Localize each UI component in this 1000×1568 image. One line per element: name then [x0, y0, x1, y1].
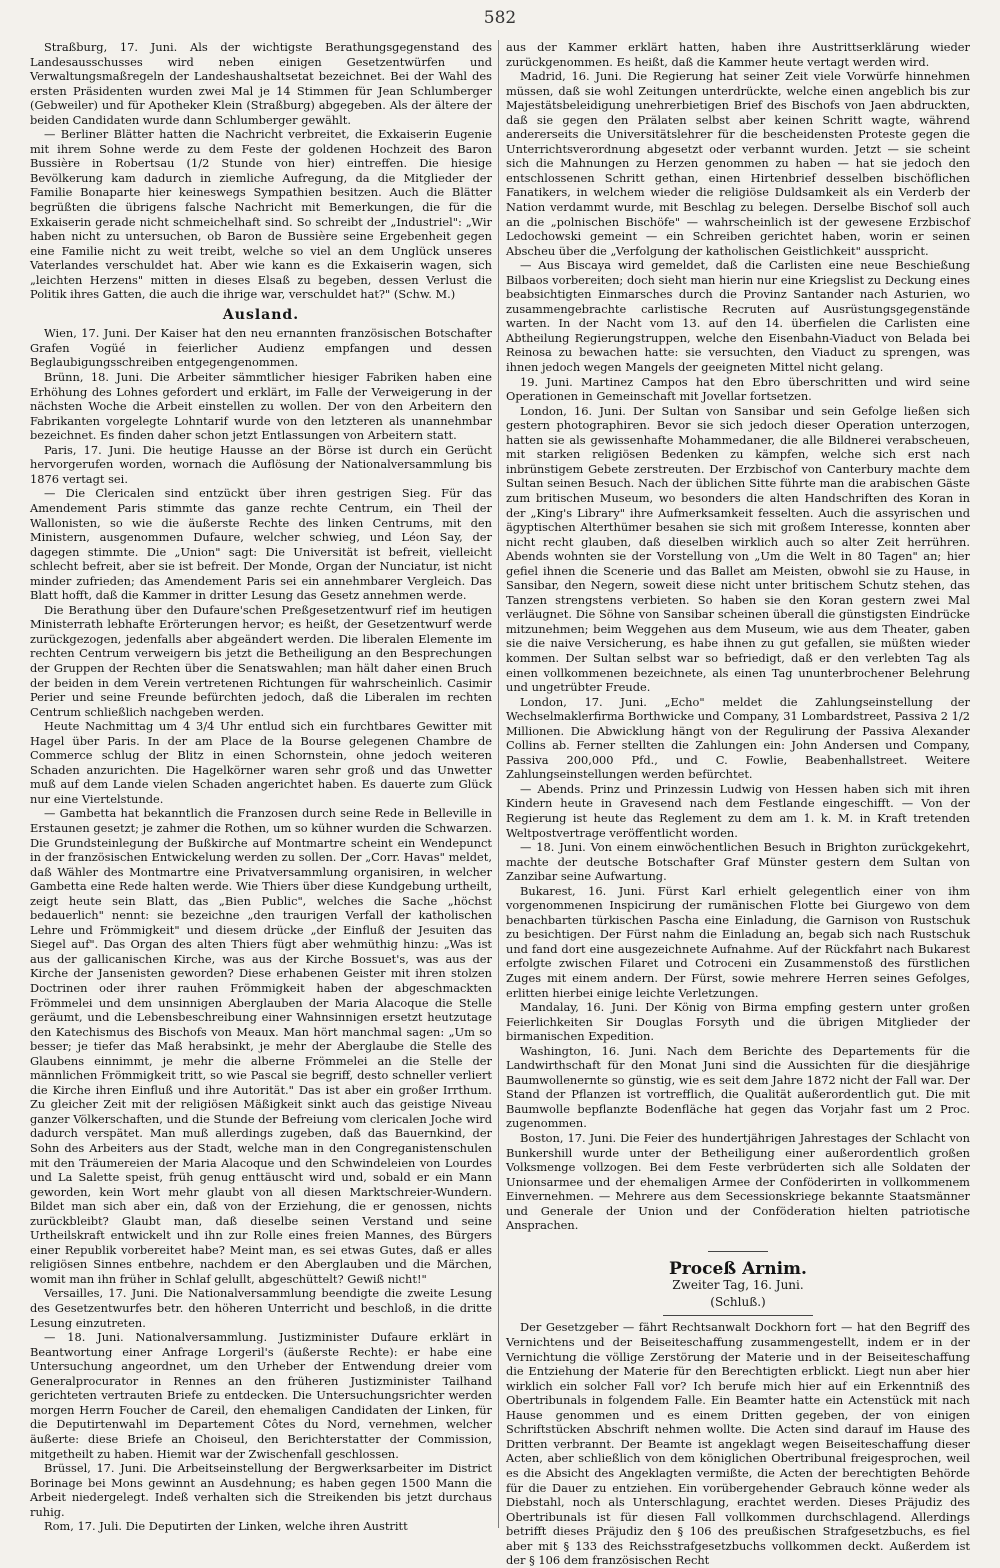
- article-paragraph: 19. Juni. Martinez Campos hat den Ebro überschritten und wird seine Operationen in Gemeinschaft mit Jovellar fortsetzen.: [506, 374, 970, 404]
- article-paragraph: Rom, 17. Juli. Die Deputirten der Linken, welche ihren Austritt: [44, 1519, 408, 1534]
- article-paragraph: Der Gesetzgeber — fährt Rechtsanwalt Dockhorn fort — hat den Begriff des Vernichtens und der Beiseiteschaffung zusammengestellt, indem er in der Vernichtung die völlige Zerstörung der Materie und in der Beiseiteschaffung die Entziehung der Materie für den Berechtigten erblickt. Liegt nun aber hier wirklich ein solcher Fall vor? Ich berufe mich hier auf ein Erkenntniß des Obertribunals in folgendem Falle. Ein Beamter hatte ein Actenstück mit nach Hause genommen und es einem Dritten gegeben, der von einigen Schriftstücken Abschrift nehmen wollte. Die Acten sind darauf im Hause des Dritten verbrannt. Der Beamte ist angeklagt wegen Beiseiteschaffung dieser Acten, aber schließlich von dem königlichen Obertribunal freigesprochen, weil es die Absicht des Angeklagten vermißte, die Acten der berechtigten Behörde für die Dauer zu entziehen. Ein vorübergehender Gebrauch könne weder als Diebstahl, noch als Unterschlagung, erachtet werden. Dieses Präjudiz des Obertribunals ist für diesen Fall vollkommen durchschlagend. Allerdings betrifft dieses Präjudiz den § 106 des preußischen Strafgesetzbuchs, es fiel aber mit § 133 des Reichsstrafgesetzbuchs vollkommen deckt. Außerdem ist der § 106 dem französischen Recht: [506, 1320, 970, 1568]
- article-title: Proceß Arnim.: [669, 1258, 807, 1279]
- page-number: 582: [483, 8, 517, 28]
- article-paragraph: Die Berathung über den Dufaure'schen Preßgesetzentwurf rief im heutigen Ministerrath lebhafte Erörterungen hervor; es heißt, der Gesetzentwurf werde zurückgezogen, jedenfalls aber abgeändert werden. Die liberalen Elemente im rechten Centrum verweigern bis jetzt die Betheiligung an den Besprechungen der Gruppen der Rechten über die Senatswahlen; man hält daher einen Bruch der beiden in dem Verein vertretenen Richtungen für wahrscheinlich. Casimir Perier und seine Freunde befürchten jedoch, daß die Liberalen im rechten Centrum schließlich nachgeben werden.: [30, 602, 492, 719]
- article-paragraph: London, 16. Juni. Der Sultan von Sansibar und sein Gefolge ließen sich gestern photographiren. Bevor sie sich jedoch dieser Operation unterzogen, hatten sie als gewissenhafte Mohammedaner, die alle Bildnerei verabscheuen, mit starken religiösen Bedenken zu kämpfen, welche sich erst nach inbrünstigem Gebete zerstreuten. Der Erzbischof von Canterbury machte dem Sultan seinen Besuch. Nach der üblichen Sitte führte man die arabischen Gäste zum britischen Museum, wo besonders die alten Handschriften des Koran in der „King's Library" ihre Aufmerksamkeit fesselten. Auch die assyrischen und ägyptischen Alterthümer besahen sie sich mit großem Interesse, konnten aber nicht recht glauben, daß dieselben wirklich auch so alter Zeit herrühren. Abends wohnten sie der Vorstellung von „Um die Welt in 80 Tagen" an; hier gefiel ihnen die Scenerie und das Ballet am Meisten, obwohl sie zu Hause, in Sansibar, den Negern, soweit diese nicht unter britischem Schutz stehen, das Tanzen strengstens verbieten. So haben sie den Koran gestern zwei Mal verläugnet. Die Söhne von Sansibar scheinen überall die günstigsten Eindrücke mitzunehmen; beim Weggehen aus dem Museum, wie aus dem Theater, gaben sie die naive Versicherung, es habe ihnen zu gut gefallen, sie müßten wieder kommen. Der Sultan selbst war so befriedigt, daß er den verlebten Tag als einen vollkommenen bezeichnete, als einen Tag ununterbrochener Belehrung und ungetrübter Freude.: [506, 403, 970, 695]
- article-paragraph: — Abends. Prinz und Prinzessin Ludwig von Hessen haben sich mit ihren Kindern heute in Gravesend nach dem Festlande eingeschifft. — Von der Regierung ist heute das Reglement zu dem am 1. k. M. in Kraft tretenden Weltpostvertrage veröffentlicht worden.: [506, 781, 970, 840]
- article-paragraph: — Aus Biscaya wird gemeldet, daß die Carlisten eine neue Beschießung Bilbaos vorbereiten; doch sieht man hierin nur eine Kriegslist zu Deckung eines beabsichtigten Einmarsches durch die Provinz Santander nach Asturien, wo zusammengebrachte carlistische Recruten auf Ausrüstungsgegenstände warten. In der Nacht vom 13. auf den 14. überfielen die Carlisten eine Abtheilung Regierungstruppen, welche den Eisenbahn-Viaduct von Belada bei Reinosa zu bewachen hatte: sie versuchten, den Viaduct zu sprengen, was ihnen jedoch wegen Mangels der geeigneten Mittel nicht gelang.: [506, 258, 970, 375]
- article-paragraph: Brünn, 18. Juni. Die Arbeiter sämmtlicher hiesiger Fabriken haben eine Erhöhung des Lohnes gefordert und erklärt, im Falle der Verweigerung in der nächsten Woche die Arbeit einstellen zu wollen. Der von den Arbeitern den Fabrikanten vorgelegte Lohntarif wurde von den letzteren als unannehmbar bezeichnet. Es finden daher schon jetzt Entlassungen von Arbeitern statt.: [30, 370, 492, 443]
- article-paragraph: Paris, 17. Juni. Die heutige Hausse an der Börse ist durch ein Gerücht hervorgerufen worden, wornach die Auflösung der Nationalversammlung bis 1876 vertagt sei.: [30, 442, 492, 486]
- section-heading: Ausland.: [222, 306, 300, 323]
- article-paragraph: Versailles, 17. Juni. Die Nationalversammlung beendigte die zweite Lesung des Gesetzentwurfes betr. den höheren Unterricht und beschloß, in die dritte Lesung einzutreten.: [30, 1286, 492, 1330]
- article-paragraph: Wien, 17. Juni. Der Kaiser hat den neu ernannten französischen Botschafter Grafen Vogüé in feierlicher Audienz empfangen und dessen Beglaubigungsschreiben entgegengenommen.: [30, 326, 492, 370]
- article-paragraph: Boston, 17. Juni. Die Feier des hundertjährigen Jahrestages der Schlacht von Bunkershill wurde unter der Betheiligung einer außerordentlich großen Volksmenge vollzogen. Bei dem Feste verbrüderten sich alle Soldaten der Unionsarmee und der ehemaligen Armee der Conföderirten in vollkommenem Einvernehmen. — Mehrere aus dem Secessionskriege bekannte Staatsmänner und Generale der Union und der Conföderation hielten patriotische Ansprachen.: [506, 1131, 970, 1233]
- article-paragraph: aus der Kammer erklärt hatten, haben ihre Austrittserklärung wieder zurückgenommen. Es heißt, daß die Kammer heute vertagt werden wird.: [506, 40, 970, 69]
- separator-rule: [708, 1251, 768, 1252]
- article-paragraph: — Gambetta hat bekanntlich die Franzosen durch seine Rede in Belleville in Erstaunen gesetzt; je zahmer die Rothen, um so kühner wurden die Schwarzen. Die Grundsteinlegung der Bußkirche auf Montmartre scheint ein Wendepunct in der französischen Entwickelung werden zu sollen. Der „Corr. Havas" meldet, daß Wähler des Montmartre eine Privatversammlung organisiren, in welcher Gambetta eine Rede halten werde. Wie Thiers über diese Kundgebung urtheilt, zeigt heute sein Blatt, das „Bien Public", welches die Sache „höchst bedauerlich" nennt: sie bezeichne „den traurigen Verfall der katholischen Lehre und Frömmigkeit" und diesem drücke „der Einfluß der Jesuiten das Siegel auf". Das Organ des alten Thiers fügt aber wehmüthig hinzu: „Was ist aus der gallicanischen Kirche, was aus der Kirche Bossuet's, was aus der Kirche der Jansenisten geworden? Diese erhabenen Geister mit ihren stolzen Doctrinen oder ihrer rauhen Frömmigkeit haben der abgeschmackten Frömmelei und dem unsinnigen Aberglauben der Maria Alacoque die Stelle geräumt, und die Lebensbeschreibung einer Wahnsinnigen ersetzt heutzutage den Katechismus des Bischofs von Meaux. Man hört manchmal sagen: „Um so besser; je tiefer das Maß herabsinkt, je mehr der Aberglaube die Stelle des Glaubens einnimmt, je mehr die alberne Frömmelei an die Stelle der männlichen Frömmigkeit tritt, so wie Pascal sie begriff, desto schneller verliert die Kirche ihren Einfluß und ihre Autorität." Das ist aber ein großer Irrthum. Zu gleicher Zeit mit der religiösen Mäßigkeit sinkt auch das geistige Niveau ganzer Völkerschaften, und die Stunde der Befreiung vom clericalen Joche wird dadurch verspätet. Man muß allerdings zugeben, daß das Bauernkind, der Sohn des Arbeiters aus der Stadt, welche man in den Congreganistenschulen mit den Träumereien der Maria Alacoque und den Schwindeleien von Lourdes und La Salette speist, früh genug enttäuscht wird und, sobald er ein Mann geworden, kein Wort mehr glaubt von all diesen Marktschreier-Wundern. Bildet man sich aber ein, daß von der Erziehung, die er genossen, nichts zurückbleibt? Glaubt man, daß dieselbe seinen Verstand und seine Urtheilskraft entwickelt und ihn zur Rolle eines freien Mannes, des Bürgers einer Republik vorbereitet habe? Meint man, es sei etwas Gutes, daß er alles religiösen Sinnes entbehre, nachdem er den Aberglauben und die Märchen, womit man ihn früher in Schlaf gelullt, abgeschüttelt? Gewiß nicht!": [30, 806, 492, 1286]
- article-paragraph: — 18. Juni. Nationalversammlung. Justizminister Dufaure erklärt in Beantwortung einer Anfrage Lorgeril's (äußerste Rechte): er habe eine Untersuchung angeordnet, um den Urheber der Entwendung dreier vom Generalprocurator in Rennes an den früheren Justizminister Tailhand gerichteten vertrauten Briefe zu entdecken. Die Untersuchungsrichter werden morgen Herrn Foucher de Careil, den ehemaligen Candidaten der Linken, für die Deputirtenwahl im Departement Côtes du Nord, vernehmen, welcher äußerte: diese Briefe an Choiseul, den Berichterstatter der Commission, mitgetheilt zu haben. Hiemit war der Zwischenfall geschlossen.: [30, 1330, 492, 1461]
- article-note: (Schluß.): [710, 1294, 766, 1309]
- article-subtitle: Zweiter Tag, 16. Juni.: [672, 1278, 804, 1293]
- article-paragraph: — Berliner Blätter hatten die Nachricht verbreitet, die Exkaiserin Eugenie mit ihrem Sohne werde zu dem Feste der goldenen Hochzeit des Baron Bussière in Robertsau (1/2 Stunde von hier) eintreffen. Die hiesige Bevölkerung kam dadurch in ziemliche Aufregung, da die Mitglieder der Familie Bonaparte hier keineswegs Sympathien besitzen. Auch die Blätter begrüßten die übrigens falsche Nachricht mit Bemerkungen, die für die Exkaiserin gerade nicht schmeichelhaft sind. So schreibt der „Industriel": „Wir haben nicht zu untersuchen, ob Baron de Bussière seine Ergebenheit gegen eine Familie nicht zu weit treibt, welche so viel an dem Unglück unseres Vaterlandes verschuldet hat. Aber wie kann es die Exkaiserin wagen, sich „leichten Herzens" mitten in dieses Elsaß zu begeben, dessen Verlust die Politik ihres Gatten, die auch die ihrige war, verschuldet hat?" (Schw. M.): [30, 127, 492, 302]
- article-paragraph: Brüssel, 17. Juni. Die Arbeitseinstellung der Bergwerksarbeiter im District Borinage bei Mons gewinnt an Ausdehnung; es haben gegen 1500 Mann die Arbeit niedergelegt. Indeß verhalten sich die Streikenden bis jetzt durchaus ruhig.: [30, 1461, 492, 1519]
- right-column: [506, 40, 970, 1568]
- article-paragraph: London, 17. Juni. „Echo" meldet die Zahlungseinstellung der Wechselmaklerfirma Borthwicke und Company, 31 Lombardstreet, Passiva 2 1/2 Millionen. Die Abwicklung hängt von der Regulirung der Passiva Alexander Collins ab. Ferner stellten die Zahlungen ein: John Andersen und Company, Passiva 200,000 Pfd., und C. Fowlie, Beabenhallstreet. Weitere Zahlungseinstellungen werden befürchtet.: [506, 694, 970, 782]
- article-paragraph: Bukarest, 16. Juni. Fürst Karl erhielt gelegentlich einer von ihm vorgenommenen Inspicirung der rumänischen Flotte bei Giurgewo von dem benachbarten türkischen Pascha eine Einladung, die Garnison von Rustschuk zu besichtigen. Der Fürst nahm die Einladung an, begab sich nach Rustschuk und fand dort eine ausgezeichnete Aufnahme. Auf der Rückfahrt nach Bukarest erfolgte zwischen Filaret und Cotroceni ein Zusammenstoß des fürstlichen Zuges mit einem andern. Der Fürst, sowie mehrere Herren seines Gefolges, erlitten hierbei einige leichte Verletzungen.: [506, 883, 970, 1000]
- article-paragraph: Straßburg, 17. Juni. Als der wichtigste Berathungsgegenstand des Landesausschusses wird neben einigen Gesetzentwürfen und Verwaltungsmaßregeln der Landeshaushaltsetat bezeichnet. Bei der Wahl des ersten Präsidenten wurden zwei Mal je 14 Stimmen für Jean Schlumberger (Gebweiler) und für Apotheker Klein (Straßburg) abgegeben. Als der ältere der beiden Candidaten wurde dann Schlumberger gewählt.: [30, 40, 492, 127]
- column-divider: [498, 40, 499, 1528]
- left-column: [30, 40, 492, 1534]
- article-paragraph: — Die Clericalen sind entzückt über ihren gestrigen Sieg. Für das Amendement Paris stimmte das ganze rechte Centrum, ein Theil der Wallonisten, so wie die äußerste Rechte des linken Centrums, mit den Ministern, ausgenommen Dufaure, welcher schwieg, und Léon Say, der dagegen stimmte. Die „Union" sagt: Die Universität ist befreit, vielleicht schlecht befreit, aber sie ist befreit. Der Monde, Organ der Nunciatur, ist nicht minder zufrieden; das Amendement Paris sei ein annehmbarer Vergleich. Das Blatt hofft, daß die Kammer in dritter Lesung das Gesetz annehmen werde.: [30, 486, 492, 603]
- article-paragraph: Mandalay, 16. Juni. Der König von Birma empfing gestern unter großen Feierlichkeiten Sir Douglas Forsyth und die übrigen Mitglieder der birmanischen Expedition.: [506, 1000, 970, 1044]
- separator-rule: [663, 1315, 813, 1316]
- article-paragraph: Madrid, 16. Juni. Die Regierung hat seiner Zeit viele Vorwürfe hinnehmen müssen, daß sie wohl Zeitungen unterdrückte, welche einen angeblich bis zur Majestätsbeleidigung unehrerbietigen Brief des Bischofs von Jaen abdruckten, daß sie gegen den Prälaten selbst aber keinen Schritt wagte, während andererseits die Universitätslehrer für die bescheidensten Proteste gegen die Unterrichtsverordnung abgesetzt oder verbannt wurden. Jetzt — sie scheint sich die Mahnungen zu Herzen genommen zu haben — hat sie jedoch den entschlossenen Schritt gethan, einen Hirtenbrief desselben bischöflichen Fanatikers, in welchem wieder die religiöse Duldsamkeit als ein Verderb der Nation verdammt wurde, mit Beschlag zu belegen. Derselbe Bischof soll auch an die „polnischen Bischöfe" — wahrscheinlich ist der gewesene Erzbischof Ledochowski gemeint — ein Schreiben gerichtet haben, worin er seinen Abscheu über die „Verfolgung der katholischen Geistlichkeit" ausspricht.: [506, 69, 970, 258]
- article-paragraph: — 18. Juni. Von einem einwöchentlichen Besuch in Brighton zurückgekehrt, machte der deutsche Botschafter Graf Münster gestern dem Sultan von Zanzibar seine Aufwartung.: [506, 840, 970, 884]
- article-paragraph: Heute Nachmittag um 4 3/4 Uhr entlud sich ein furchtbares Gewitter mit Hagel über Paris. In der am Place de la Bourse gelegenen Chambre de Commerce schlug der Blitz in einen Schornstein, ohne jedoch weiteren Schaden anzurichten. Die Hagelkörner waren sehr groß und das Unwetter muß auf dem Lande vielen Schaden angerichtet haben. Es dauerte zum Glück nur eine Viertelstunde.: [30, 719, 492, 806]
- article-paragraph: Washington, 16. Juni. Nach dem Berichte des Departements für die Landwirthschaft für den Monat Juni sind die Aussichten für die diesjährige Baumwollenernte so günstig, wie es seit dem Jahre 1872 nicht der Fall war. Der Stand der Pflanzen ist vortrefflich, die Qualität außerordentlich gut. Die mit Baumwolle bepflanzte Bodenfläche hat gegen das Vorjahr fast um 2 Proc. zugenommen.: [506, 1043, 970, 1131]
